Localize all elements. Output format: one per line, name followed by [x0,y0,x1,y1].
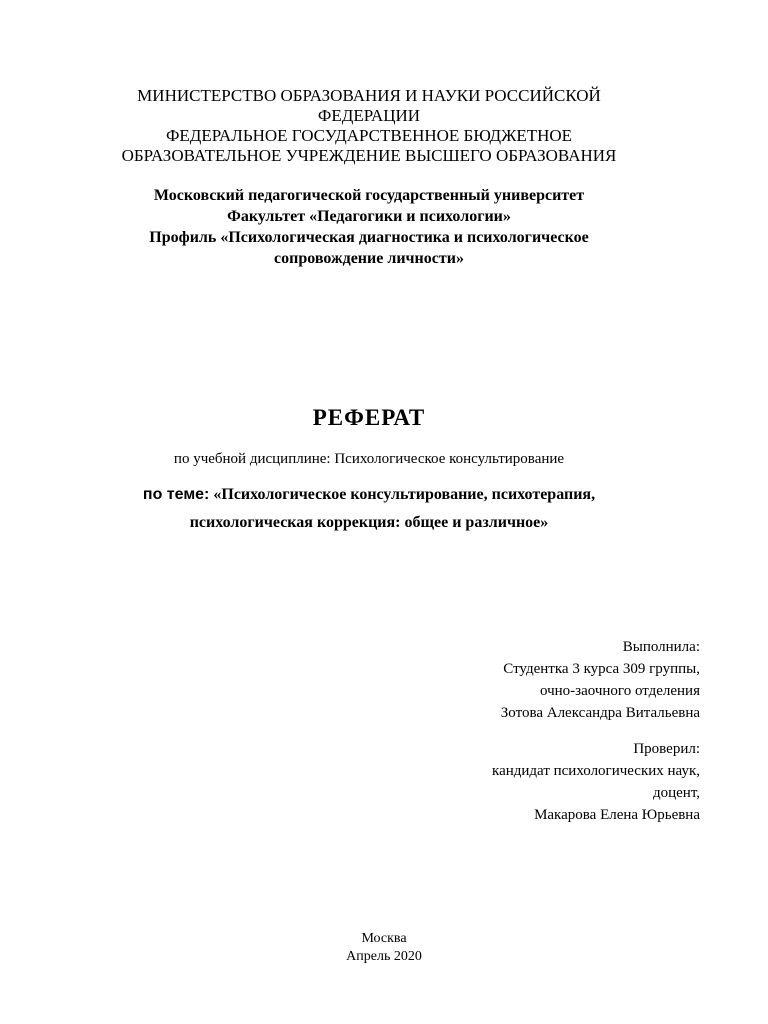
ministry-line: ОБРАЗОВАТЕЛЬНОЕ УЧРЕЖДЕНИЕ ВЫСШЕГО ОБРАЗОВАНИЯ [121,146,617,165]
topic-prefix: по теме: [142,486,210,503]
ministry-line: ФЕДЕРАЦИИ [317,106,421,125]
city: Москва [361,931,407,946]
checked-label: Проверил: [633,741,700,757]
university-line: Московский педагогической государственный университет [153,187,585,204]
footer [0,930,768,966]
student-info: Студентка 3 курса 309 группы, [503,661,700,677]
performed-label: Выполнила: [622,639,700,655]
profile-line: сопровождение личности» [274,250,464,267]
spacer [492,724,700,738]
document-title: РЕФЕРАТ [312,405,426,430]
ministry-line: ФЕДЕРАЛЬНОЕ ГОСУДАРСТВЕННОЕ БЮДЖЕТНОЕ [165,126,573,145]
reviewer-degree: кандидат психологических наук, [492,763,700,779]
topic-block [0,481,738,537]
reviewer-title: доцент, [652,785,700,801]
date: Апрель 2020 [346,949,422,964]
faculty-line: Факультет «Педагогики и психологии» [227,208,511,225]
profile-line: Профиль «Психологическая диагностика и психологическое [149,229,589,246]
topic-text-1: «Психологическое консультирование, психотерапия, [213,486,596,503]
authors-block [492,636,700,826]
student-name: Зотова Александра Витальевна [500,705,700,721]
topic-line-1 [0,481,738,509]
university-block [60,185,678,269]
ministry-line: МИНИСТЕРСТВО ОБРАЗОВАНИЯ И НАУКИ РОССИЙСКОЙ [137,86,601,105]
reviewer-name: Макарова Елена Юрьевна [534,807,700,823]
discipline-line: по учебной дисциплине: Психологическое консультирование [173,451,565,467]
student-department: очно-заочного отделения [539,683,700,699]
topic-line-2: психологическая коррекция: общее и различное» [189,514,549,531]
ministry-header [60,86,678,166]
